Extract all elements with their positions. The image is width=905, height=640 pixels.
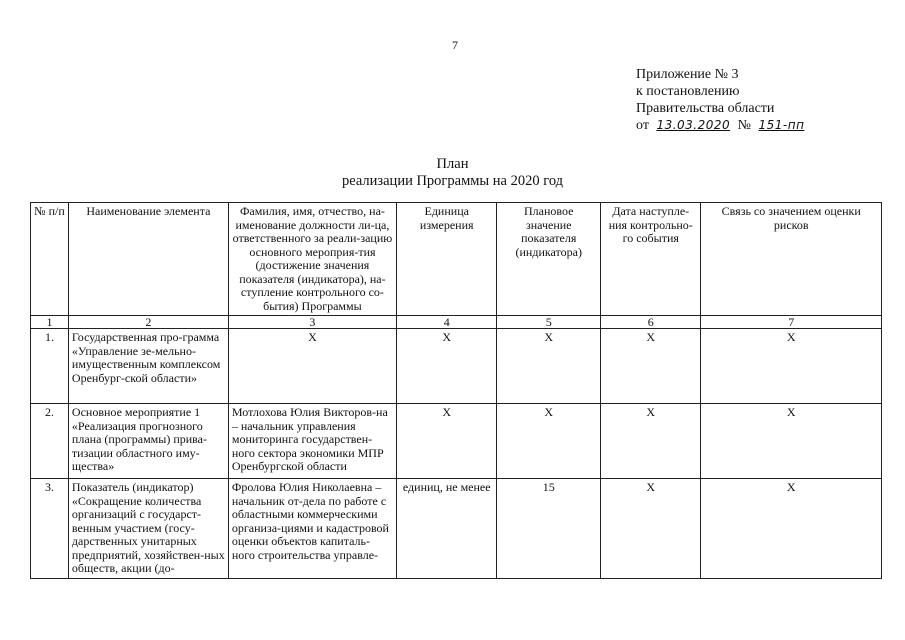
- row-date: Х: [601, 479, 701, 579]
- appendix-date: 13.03.2020: [656, 118, 731, 132]
- appendix-block: [636, 66, 808, 134]
- column-number: 2: [68, 316, 228, 329]
- header-name: Наименование элемента: [68, 203, 228, 316]
- appendix-line-2: к постановлению: [636, 84, 740, 99]
- appendix-line-3: Правительства области: [636, 101, 775, 116]
- page-number: 7: [452, 38, 458, 52]
- appendix-number-label: №: [737, 118, 752, 133]
- column-number: 6: [601, 316, 701, 329]
- column-number: 7: [701, 316, 882, 329]
- row-name: Государственная про-грамма «Управление зе-мельно-имущественным комплексом Оренбург-ской области»: [68, 329, 228, 404]
- column-number: 1: [31, 316, 69, 329]
- row-num: 2.: [31, 404, 69, 479]
- appendix-line-4: [636, 117, 808, 134]
- appendix-line-1: Приложение № 3: [636, 67, 739, 82]
- row-plan: 15: [497, 479, 601, 579]
- plan-table: [30, 202, 882, 579]
- row-risk: Х: [701, 404, 882, 479]
- row-unit: Х: [397, 404, 497, 479]
- title-line-1: План: [436, 156, 469, 172]
- row-plan: Х: [497, 329, 601, 404]
- row-person: Фролова Юлия Николаевна – начальник от-дела по работе с областными коммерческими организа-циями и кадастровой оценки объектов капиталь-ного строительства управле-: [228, 479, 396, 579]
- table-row: [31, 329, 882, 404]
- row-date: Х: [601, 404, 701, 479]
- row-person: Мотлохова Юлия Викторов-на – начальник управления мониторинга государствен-ного сектора экономики МПР Оренбургской области: [228, 404, 396, 479]
- header-person: Фамилия, имя, отчество, на-именование должности ли-ца, ответственного за реали-зацию основного мероприя-тия (достижение значения показателя (индикатора), на-ступление контрольного со-бытия) Программы: [228, 203, 396, 316]
- row-person: Х: [228, 329, 396, 404]
- row-num: 1.: [31, 329, 69, 404]
- row-num: 3.: [31, 479, 69, 579]
- row-unit: единиц, не менее: [397, 479, 497, 579]
- column-number: 3: [228, 316, 396, 329]
- row-name: Основное мероприятие 1 «Реализация прогнозного плана (программы) прива-тизации областного иму-щества»: [68, 404, 228, 479]
- table-header-row: [31, 203, 882, 316]
- column-number: 5: [497, 316, 601, 329]
- title-line-2: реализации Программы на 2020 год: [341, 173, 564, 189]
- row-name: Показатель (индикатор) «Сокращение количества организаций с государст-венным участием (госу-дарственных унитарных предприятий, хозяйствен-ных обществ, акции (до-: [68, 479, 228, 579]
- row-date: Х: [601, 329, 701, 404]
- document-title: [0, 156, 905, 190]
- header-date: Дата наступле-ния контрольно-го события: [601, 203, 701, 316]
- table-row: [31, 404, 882, 479]
- header-unit: Единица измерения: [397, 203, 497, 316]
- row-risk: Х: [701, 329, 882, 404]
- column-number: 4: [397, 316, 497, 329]
- appendix-from-label: от: [636, 118, 649, 133]
- appendix-number: 151-пп: [758, 118, 805, 132]
- header-risk: Связь со значением оценки рисков: [701, 203, 882, 316]
- row-risk: Х: [701, 479, 882, 579]
- row-unit: Х: [397, 329, 497, 404]
- column-number-row: [31, 316, 882, 329]
- table-row: [31, 479, 882, 579]
- header-num: № п/п: [31, 203, 69, 316]
- header-plan: Плановое значение показателя (индикатора): [497, 203, 601, 316]
- row-plan: Х: [497, 404, 601, 479]
